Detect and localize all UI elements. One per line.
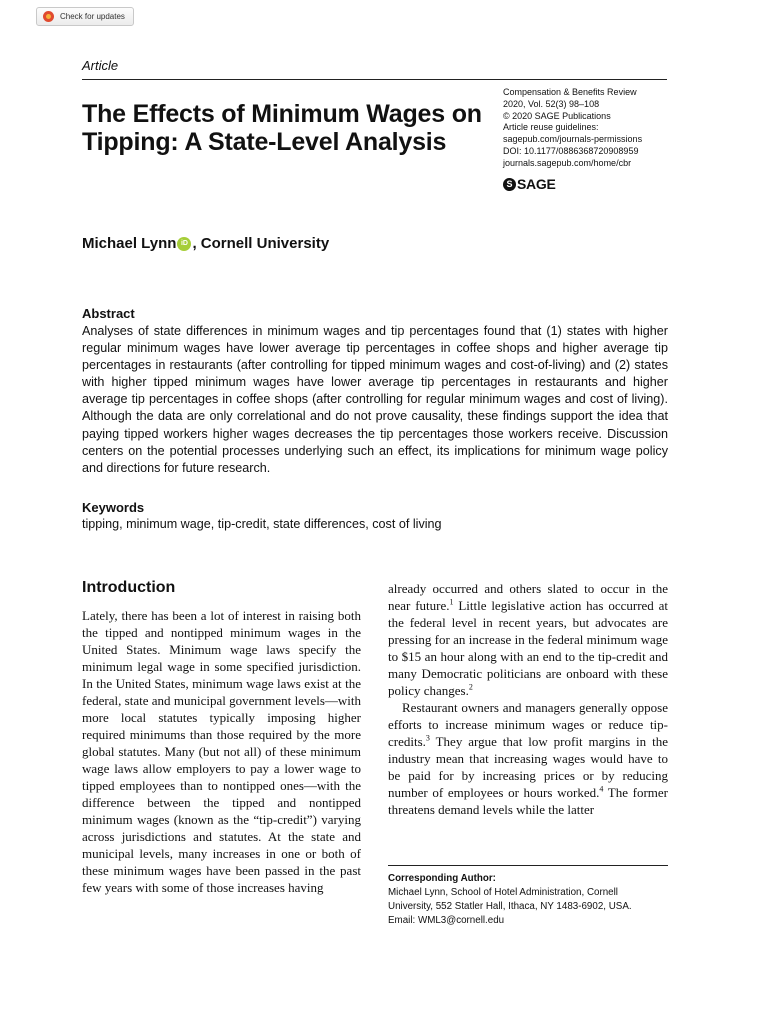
copyright-line: © 2020 SAGE Publications [503, 110, 611, 121]
abstract-text: Analyses of state differences in minimum wages and tip percentages found that (1) states with higher regular minimum wages have lower average tip percentages in coffee shops and higher average tip percentages in restaurants (after controlling for tipped minimum wages and cost-of-living) and (2) states with higher tipped minimum wages have lower average tip percentages in restaurants and higher average tip percentages in coffee shops (after controlling for regular minimum wages and cost of living). Although the data are only correlational and do not prove causality, these findings support the idea that paying tipped workers higher wages decreases the tip percentages those workers receive. Discussion centers on the potential processes underlying such an effect, its implications for minimum wage policy and directions for future research. [82, 324, 668, 475]
orcid-icon[interactable]: iD [177, 237, 191, 251]
doi-link[interactable]: DOI: 10.1177/0886368720908959 [503, 145, 639, 156]
check-for-updates-label: Check for updates [60, 12, 125, 21]
sage-logo-icon: S [503, 178, 516, 191]
corresponding-author-line: University, 552 Statler Hall, Ithaca, NY 1483-6902, USA. [388, 901, 632, 912]
footnote-ref-1[interactable]: 1 [449, 597, 454, 607]
journal-name: Compensation & Benefits Review [503, 87, 637, 97]
corresponding-author-block [388, 872, 673, 928]
keywords-heading: Keywords [82, 500, 145, 515]
keywords-text: tipping, minimum wage, tip-credit, state differences, cost of living [82, 517, 442, 531]
publisher-logo [503, 176, 555, 192]
text-run: already occurred and others slated to occur in the near future. [388, 581, 668, 613]
abstract-heading: Abstract [82, 306, 135, 321]
text-run: Restaurant owners and managers generally oppose efforts to increase minimum wages or reduce tip-credits. [388, 700, 668, 749]
article-type-label: Article [82, 58, 119, 73]
journal-metadata [503, 87, 673, 170]
journal-volume: 2020, Vol. 52(3) 98–108 [503, 98, 600, 109]
reuse-guidelines-label: Article reuse guidelines: [503, 122, 599, 133]
author-affiliation: , Cornell University [192, 235, 330, 252]
permissions-link[interactable]: sagepub.com/journals-permissions [503, 134, 643, 145]
intro-paragraph-1: Lately, there has been a lot of interest in raising both the tipped and nontipped minimum wages in the United States. Minimum wage laws specify the minimum legal wage in some specified jurisdiction. In the United States, minimum wage laws exist at the federal, state and municipal government levels—with more local statutes typically imposing higher required minimums than those required by the more global statutes. Many (but not all) of these minimum wage laws allow employers to pay a lower wage to tipped employees than to nontipped ones—with the difference between the tipped and nontipped minimum wages (known as the “tip-credit”) varying across jurisdictions and statutes. At the state and municipal levels, many increases in one or both of these minimum wages have been passed in the past few years with some of those increases having [82, 608, 361, 895]
text-run: The former threatens demand levels while the latter [388, 785, 668, 817]
intro-paragraph-2 [388, 699, 668, 818]
corresponding-author-line: Michael Lynn, School of Hotel Administration, Cornell [388, 887, 618, 898]
footnote-ref-4[interactable]: 4 [599, 784, 604, 794]
header-divider [82, 79, 667, 80]
text-run: They argue that low profit margins in the industry mean that increasing wages would have to be paid for by increasing prices or by reducing number of employees or hours worked. [388, 734, 668, 800]
corresponding-author-email[interactable]: Email: WML3@cornell.edu [388, 915, 505, 926]
journal-home-link[interactable]: journals.sagepub.com/home/cbr [503, 157, 632, 168]
author-line [82, 235, 329, 252]
author-name: Michael Lynn [82, 235, 177, 252]
introduction-heading: Introduction [82, 579, 176, 596]
body-column-right [388, 580, 668, 818]
footnote-ref-3[interactable]: 3 [425, 733, 430, 743]
publisher-name: SAGE [517, 176, 556, 192]
check-for-updates-button[interactable] [36, 7, 134, 26]
crossmark-icon [43, 11, 54, 22]
corresponding-author-heading: Corresponding Author: [388, 873, 496, 884]
intro-paragraph-1-continued [388, 580, 668, 699]
body-column-left [82, 607, 361, 896]
footnote-ref-2[interactable]: 2 [468, 682, 473, 692]
paper-title: The Effects of Minimum Wages on Tipping: A State-Level Analysis [82, 100, 482, 156]
text-run: Little legislative action has occurred at the federal level in recent years, but advocates are pressing for an increase in the federal minimum wage to $15 an hour along with an end to the tip-credit and many Democratic politicians are onboard with these policy changes. [388, 598, 668, 698]
footnote-divider [388, 865, 668, 866]
